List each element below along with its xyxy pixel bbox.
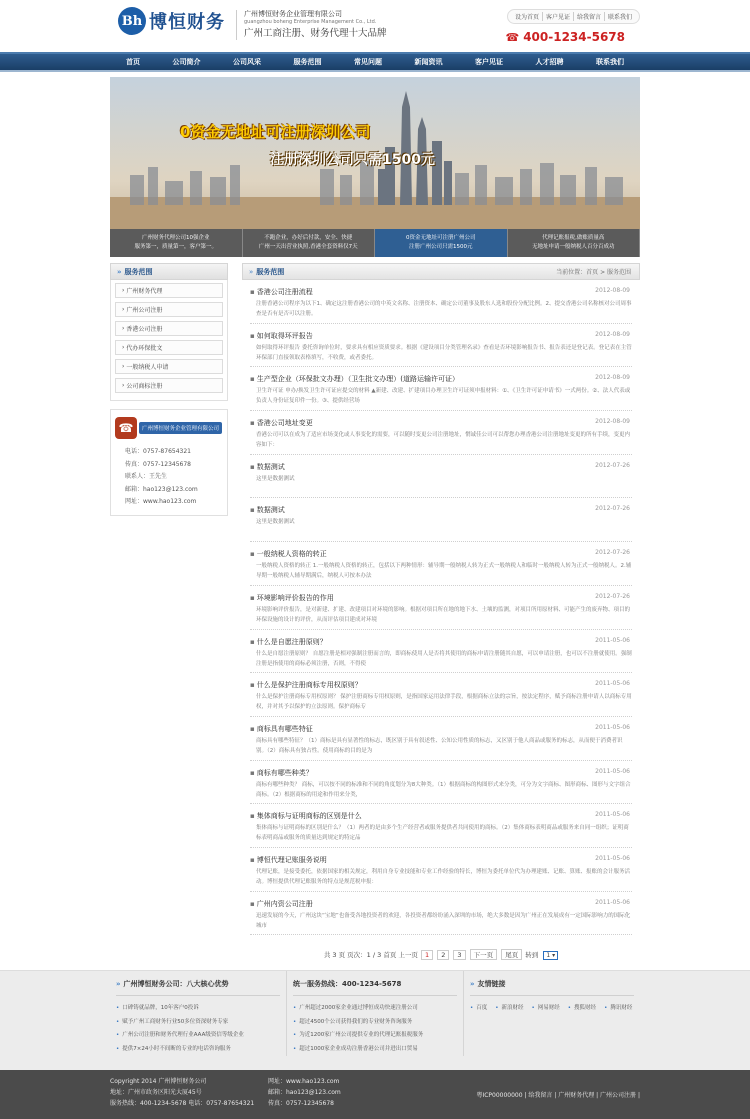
main-nav-bar [0,52,750,72]
article-title-link[interactable]: 香港公司注册流程 [256,288,313,296]
list-item [250,455,632,499]
logo-icon: Bh [118,7,146,35]
footer-item-text: 赋予广州工商财务行业50多位资深财务专家 [122,1018,229,1025]
breadcrumb: 当前位置：首页 > 服务范围 [556,269,631,276]
bottom-info-left [110,1076,254,1109]
hero-banner[interactable] [110,77,640,257]
top-link-testimonials[interactable]: 客户见证 [543,12,574,21]
email: 邮箱：hao123@123.com [268,1089,341,1096]
company-name-cn: 广州博恒财务企业管理有限公司 [244,10,342,18]
list-item [293,1029,457,1043]
nav-careers[interactable]: 人才招聘 [535,58,564,66]
article-date: 2012-07-26 [595,461,630,469]
phone-icon: ☎ [505,30,520,44]
content-panel [242,263,640,960]
footer-advantages [110,971,287,1056]
banner-tab-line1: 不跑企业，办好后付款，安全、快捷 [264,235,353,241]
service-list [110,280,228,401]
article-summary: 注册香港公司程序为以下1、确定这注册香港公司的中英文名称、注册资本、确定公司董事及股东人选和股份分配比例。2、提交香港公司名称核对公司周事查是否有是否可以注册。 [256,301,632,317]
footer-col-title: 广州博恒财务公司：八大核心优势 [123,980,229,988]
sidebar-item-environmental-permit[interactable] [115,340,223,355]
article-date: 2011-05-06 [595,767,630,775]
contact-company: 广州博恒财务企业管理有限公司 [139,422,222,434]
bottom-info-middle [268,1076,341,1109]
bullet-icon: • [567,1005,572,1011]
article-title-link[interactable]: 环境影响评价报告的作用 [256,593,334,602]
sidebar-header [110,263,228,280]
hotline [505,30,625,44]
banner-tab-line2: 服务第一，质量第一，客户第一。 [134,243,217,250]
friend-link[interactable] [470,1002,487,1016]
contact-box [110,409,228,516]
bullet-icon: • [470,1005,474,1011]
top-link-home[interactable]: 设为首页 [512,12,543,21]
list-item [250,848,632,892]
double-arrow-icon: » [249,267,254,276]
nav-services[interactable]: 服务范围 [293,58,322,66]
list-item [293,1002,457,1016]
footer-item-text: 广州公司注册和财务代理行业AAA级资信等级企业 [122,1032,244,1038]
article-date: 2012-07-26 [595,505,630,513]
hotline-number: 400-1234-5678 [523,30,625,44]
chevron-right-icon: › [122,287,127,294]
footer-col-title: 友情链接 [477,980,506,988]
company-slogan: 广州工商注册、财务代理十大品牌 [244,28,387,39]
footer-item-text: 广州超过2000家企业通过博恒成功快速注册公司 [299,1005,418,1011]
list-item [250,324,632,368]
chevron-right-icon: › [122,344,127,351]
nav-news[interactable]: 新闻资讯 [414,58,443,66]
friend-link-label: 百度 [476,1005,488,1011]
next-page-button[interactable]: 下一页 [470,949,498,960]
article-date: 2011-05-06 [595,723,630,731]
friend-link[interactable] [568,1002,596,1016]
page-select-value: 1 [546,952,551,960]
footer-item-text: 超过1000家企业成功注册香港公司并进出口贸易 [299,1045,418,1052]
article-title-link[interactable]: 广州内资公司注册 [256,899,313,908]
article-title-link[interactable]: 博恒代理记账服务说明 [256,855,327,864]
list-item [250,892,632,936]
list-item [116,1043,280,1057]
bullet-icon: • [116,1045,120,1052]
banner-tab-active[interactable] [375,229,508,257]
header [110,0,640,52]
banner-title: 0资金无地址可注册深圳公司 [180,123,371,141]
pagination [242,949,640,960]
banner-tab[interactable] [110,229,243,257]
nav-testimonials[interactable]: 客户见证 [475,58,503,66]
bullet-icon: ▪ [250,593,255,602]
website: 网址：www.hao123.com [268,1078,340,1085]
bullet-icon: • [116,1018,120,1025]
list-item [250,630,632,674]
footer [0,970,750,1070]
contact-email: 邮箱：hao123@123.com [125,485,198,493]
page-link-1[interactable]: 1 [421,950,433,960]
list-item [250,542,632,586]
top-links [507,9,640,24]
friend-link-label: 新浪财经 [501,1005,524,1011]
nav-contact[interactable]: 联系我们 [596,58,624,66]
bullet-icon: ▪ [250,812,255,821]
article-summary: 什么是保护注册商标专用权原则？ 保护注册商标专用权原则，是指国家运用法律手段，根据商标立法的宗旨，按法定程序，赋予商标注册申请人以商标专用权，并对其予以保护的立法原则。保护商标专 [256,694,632,711]
bullet-icon: ▪ [250,768,255,777]
footer-col-title: 统一服务热线：400-1234-5678 [293,980,402,988]
main-area [110,263,640,960]
friend-links [470,1002,634,1016]
footer-item-text: 口碑铸就品牌，10年客户0投诉 [122,1005,199,1011]
bullet-icon: ▪ [250,855,255,864]
contact-website: 网址：www.hao123.com [125,498,197,505]
bullet-icon: ▪ [250,506,255,515]
article-date: 2012-08-09 [595,374,630,382]
company-name-en: guangzhou boheng Enterprise Management Co., Ltd. [244,19,377,25]
article-summary: 什么是自愿注册原则？ 自愿注册是相对强制注册而言的，即商标使用人是否将其使用的商标申请注册随其自愿，可以申请注册，也可以不注册就使用。强制注册是指使用的商标必须注册，否则，不得使 [256,650,632,667]
sidebar-title: 服务范围 [124,267,153,276]
friend-link[interactable] [532,1002,560,1016]
bullet-icon: ▪ [250,331,255,340]
list-item [250,804,632,848]
article-date: 2011-05-06 [595,854,630,862]
article-summary: 迅速发展的今天，广州这块“宝地”也备受各地投资者的欢迎，各投资者都纷纷涌入深圳的市场，绝大多数是因为广州正在发展成有一定国际影响力的国际化城市 [256,912,631,929]
nav-faq[interactable]: 常见问题 [354,58,382,66]
sidebar-item-guangzhou-accounting[interactable] [115,283,223,298]
sidebar-item-label: 广州财务代理 [126,288,163,295]
footer-hotline [287,971,464,1056]
footer-columns [110,971,640,1056]
last-page-button[interactable]: 尾页 [501,949,522,960]
article-date: 2011-05-06 [595,680,630,688]
banner-tab[interactable] [508,229,641,257]
bottom-bar [0,1070,750,1119]
bullet-icon: • [116,1032,120,1038]
page-link-3[interactable]: 3 [453,950,465,960]
contact-header [115,416,223,440]
content-title: 服务范围 [256,267,285,276]
banner-tab-line1: 代理记账报税,做账质量高 [542,235,605,241]
copyright: Copyright 2014 广州博恒财务公司 [110,1078,207,1085]
sidebar-item-label: 公司商标注册 [126,383,163,390]
banner-tab-line1: 广州财务代理公司10强企业 [142,235,210,241]
main-nav [110,54,640,70]
bullet-icon: ▪ [250,550,255,559]
double-arrow-icon: » [470,980,475,988]
footer-friend-links [464,971,640,1056]
nav-style[interactable]: 公司风采 [233,58,261,66]
company-info [244,11,387,39]
goto-label: 转到 [525,951,539,960]
banner-tabs [110,229,640,257]
article-title-link[interactable]: 香港公司地址变更 [256,419,313,428]
article-summary: 如何取得环评报告 委托咨询单位时，要求具有相应资质要求。根据《建设项目分类管理名录》查看是否环境影响报告书、报告表还是登记表。登记表在主管环保部门直接领取表格填写，不收费，或者委托。 [256,344,632,361]
list-item [116,1002,280,1016]
nav-home[interactable]: 首页 [126,58,140,66]
bullet-icon: ▪ [250,724,255,733]
bullet-icon: ▪ [250,462,255,471]
sidebar-item-label: 一般纳税人申请 [126,364,169,371]
chevron-right-icon: › [122,325,127,332]
bullet-icon: • [495,1005,499,1011]
article-summary: 一般纳税人资格的转正 1.一般纳税人资格的转正，包括以下两种情形：辅导期一般纳税人转为正式一般纳税人和临时一般纳税人转为正式一般纳税人。2.辅导期一般纳税人辅导期满后，纳税人可按本办法 [256,563,632,580]
bullet-icon: ▪ [250,288,255,296]
bullet-icon: • [531,1005,535,1011]
bullet-icon: ▪ [250,375,255,384]
sidebar [110,263,228,960]
sidebar-item-trademark[interactable] [115,378,223,393]
article-summary: 香港公司可以在成为了适应市场变化或人事变化的需要，可以随时变更公司注册地址，惘诚佳公司可以帮您办理香港公司注册地址变更的所有手续，变更内容如下： [256,432,631,449]
bullet-icon: • [293,1032,297,1038]
bullet-icon: ▪ [250,419,255,428]
article-title-link[interactable]: 数据测试 [256,506,285,515]
logo-text: 博恒财务 [149,12,225,33]
article-title-link[interactable]: 商标具有哪些特征 [256,724,313,733]
telephone-icon: ☎ [115,417,137,439]
contact-fax: 传真：0757-12345678 [125,460,191,468]
article-date: 2012-08-09 [595,418,630,426]
banner-tab-line2: 注册广州公司只需1500元 [409,243,473,250]
article-summary: 代理记账，是接受委托，依据国家的相关规定，利用自身专业技能和专业工作经验的特长，博恒为委托单位代为办理建账、记账、算账、报账的会计服务活动。博恒提供代理记账服务的特点是规范税申报： [256,868,631,885]
article-title-link[interactable]: 集体商标与证明商标的区别是什么 [256,812,362,821]
friend-link[interactable] [604,1002,632,1016]
footer-item-text: 超过4500个公司获得我们的专业财务咨询服务 [299,1018,413,1025]
list-item [250,280,632,324]
banner-tab-line2: 广州一天出营业执照,香港全套资料仅7天 [258,243,358,250]
chevron-right-icon: › [122,363,127,370]
article-date: 2012-08-09 [595,287,630,294]
banner-tab-line1: 0资金无地址可注册广州公司 [405,235,476,241]
article-summary: 卫生许可证 申办/换发卫生许可证应提交的材料 ▲新建、改建、扩建项目办理卫生许可证须申报材料：①、《卫生许可证申请书》一式两份。②、法人代表或负责人身份证复印件一份。③、提供经营场 [256,388,631,405]
article-title-link[interactable]: 商标有哪些种类？ [256,768,313,777]
chevron-right-icon: › [122,382,127,389]
list-item [250,673,632,717]
article-date: 2011-05-06 [595,636,630,644]
article-date: 2011-05-06 [595,811,630,819]
article-summary: 集体商标与证明商标的区别是什么？（1）两者的是由多个生产经营者或服务提供者共同使用的商标。（2）集体商标表明商品或服务来自同一组织；证明商标表明商品或服务的质量达到规定的特定品 [256,825,629,842]
contact-phone: 电话：0757-87654321 [125,448,191,455]
bottom-links[interactable]: 粤ICP00000000 | 给我留言 | 广州财务代理 | 广州公司注册 | [476,1092,640,1099]
list-item [116,1016,280,1030]
bullet-icon: ▪ [250,681,255,690]
bullet-icon: • [293,1018,297,1025]
chevron-down-icon: ▾ [552,952,556,960]
article-summary: 这里是数据测试 [256,519,295,526]
top-link-contact[interactable]: 联系我们 [607,14,632,21]
sidebar-item-label: 广州公司注册 [126,307,163,314]
article-title-link[interactable]: 生产型企业（环保批文办理）（卫生批文办理）(道路运输许可证） [256,375,459,384]
article-summary: 商标有哪些种类？ 商标，可以按不同的标准和不同的角度划分为8大种类。（1）根据商标的构图形式来分类，可分为文字商标、图形商标、图形与文字组合商标。（2）根据商标的用途和作用来分类， [256,781,631,798]
list-item [250,367,632,411]
bullet-icon: • [604,1005,608,1011]
article-title-link[interactable]: 什么是保护注册商标专用权原则？ [256,681,362,690]
list-item [250,411,632,455]
friend-link-label: 搜狐财经 [574,1005,597,1011]
friend-link-label: 网易财经 [537,1005,560,1011]
friend-link-label: 腾讯财经 [610,1005,633,1011]
double-arrow-icon: » [117,267,122,276]
sidebar-item-general-taxpayer[interactable] [115,359,223,374]
banner-tab-line2: 无地址申请一般纳税人百分百成功 [531,243,615,250]
sidebar-item-hongkong-registration[interactable] [115,321,223,336]
bullet-icon: ▪ [250,899,255,908]
top-link-message[interactable]: 给我留言 [574,12,605,21]
article-date: 2011-05-06 [595,898,630,906]
content-header [242,263,640,280]
page-select[interactable] [543,951,558,960]
list-item [250,761,632,805]
chevron-right-icon: › [122,306,127,313]
friend-link[interactable] [495,1002,523,1016]
list-item [250,498,632,542]
footer-item-text: 为近1200家广州公司提供专业的代理记账报税服务 [299,1032,424,1038]
article-title-link[interactable]: 数据测试 [256,462,285,471]
sidebar-item-label: 香港公司注册 [126,326,163,333]
sidebar-item-guangzhou-registration[interactable] [115,302,223,317]
address: 地址：广州市政务区阳光大厦45号 [110,1089,202,1096]
logo[interactable] [118,7,225,35]
sidebar-item-label: 代办环保批文 [126,345,163,352]
service-hotline: 服务热线：400-1234-5678 电话：0757-87654321 [110,1100,255,1107]
list-item [293,1016,457,1030]
bullet-icon: • [293,1005,297,1011]
article-title-link[interactable]: 如何取得环评报告 [256,331,313,340]
bullet-icon: • [293,1045,297,1052]
article-date: 2012-08-09 [595,330,630,338]
banner-subtitle: 注册深圳公司只需1500元 [270,152,435,168]
article-summary: 这里是数据测试 [256,475,295,482]
article-date: 2012-07-26 [595,549,630,557]
list-item [293,1043,457,1057]
list-item [250,717,632,761]
article-date: 2012-07-26 [595,592,630,600]
page-link-2[interactable]: 2 [437,950,449,960]
footer-item-text: 提供7×24小时不间断的专业的电话咨询服务 [122,1045,231,1052]
banner-tab[interactable] [243,229,376,257]
pager-summary: 共 3 页 页次：1 / 3 首页 上一页 [323,951,418,960]
list-item [250,586,632,630]
list-item [116,1029,280,1043]
article-list [242,280,640,935]
nav-about[interactable]: 公司简介 [172,58,201,66]
double-arrow-icon: » [116,980,121,988]
article-title-link[interactable]: 什么是自愿注册原则？ [256,637,327,646]
bullet-icon: • [116,1005,120,1011]
divider [236,10,237,40]
contact-person: 联系人：王先生 [125,473,168,480]
article-summary: 环境影响评价报告，是对新建、扩建、改建项目对环境的影响。根据对项目所在地的地下水、土壤的监测，对项目所用原材料、可能产生的废弃物、项目的环保设施的设计的评价，从而评估项目建成对环境 [256,606,631,623]
fax: 传真：0757-12345678 [268,1100,334,1107]
article-title-link[interactable]: 一般纳税人资格的转正 [256,550,327,559]
bullet-icon: ▪ [250,637,255,646]
article-summary: 商标具有哪些特征？（1）商标是具有显著性的标志，既区别于具有叙述性、公知公用性质的标志，又区别于他人商品或服务的标志，从而便于消费者识别。（2）商标具有独占性。使用商标的目的是为 [256,737,623,754]
